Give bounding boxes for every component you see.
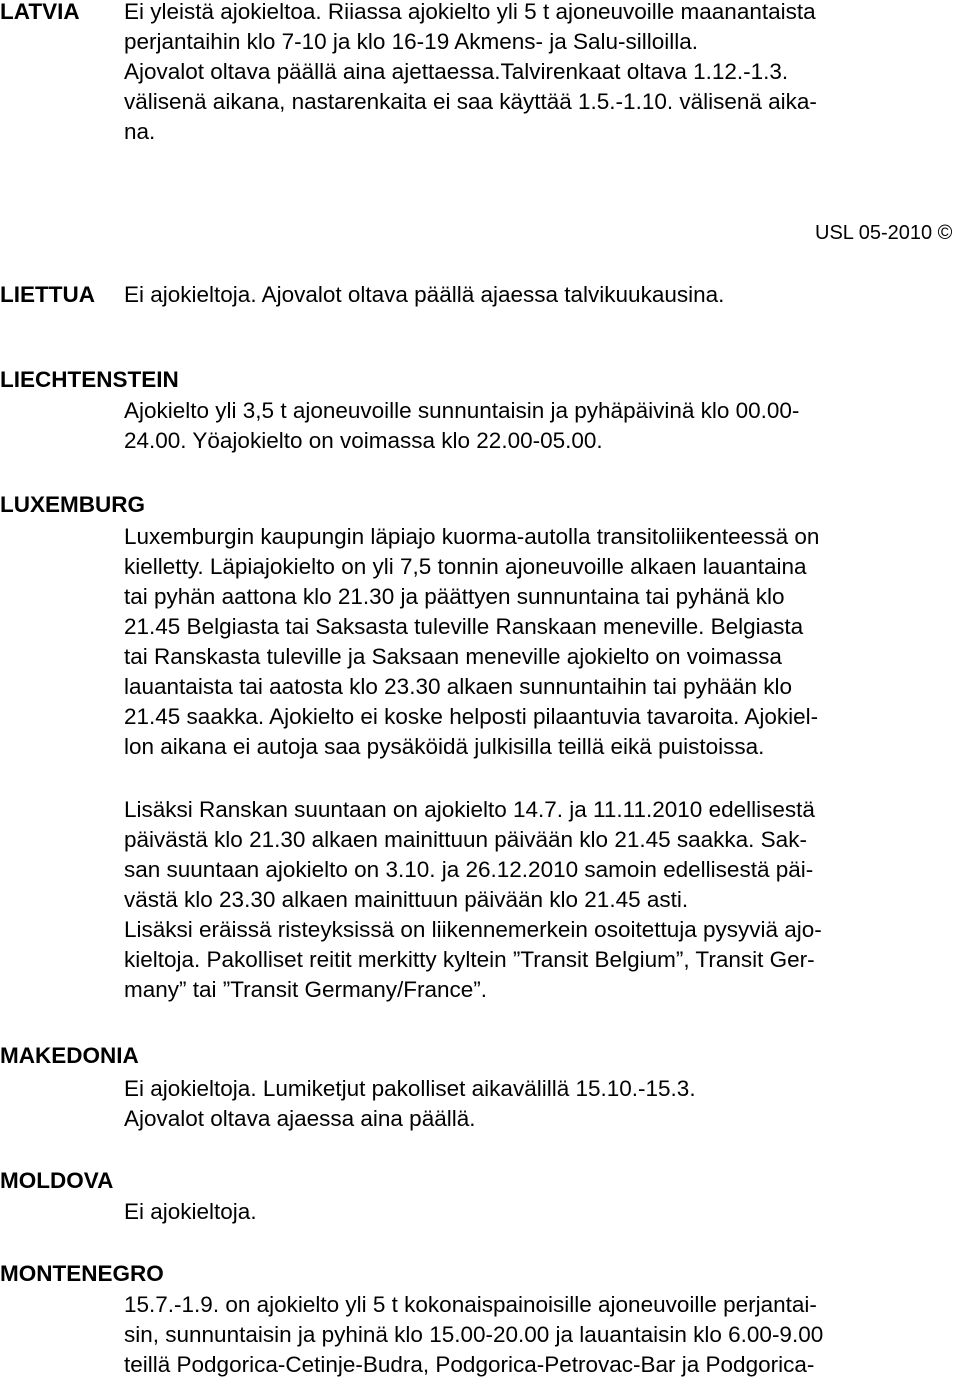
copyright-notice: USL 05-2010 © xyxy=(815,222,953,244)
text-line: päivästä klo 21.30 alkaen mainittuun päivään klo 21.45 saakka. Sak- xyxy=(124,827,807,852)
section-text-luxemburg-para1 xyxy=(124,522,954,762)
text-line: Lisäksi Ranskan suuntaan on ajokielto 14.7. ja 11.11.2010 edellisestä xyxy=(124,797,815,822)
text-line: Ajokielto yli 3,5 t ajoneuvoille sunnuntaisin ja pyhäpäivinä klo 00.00- xyxy=(124,398,800,423)
text-line: kieltoja. Pakolliset reitit merkitty kyltein ”Transit Belgium”, Transit Ger- xyxy=(124,947,815,972)
text-line: Ei ajokieltoja. Lumiketjut pakolliset aikavälillä 15.10.-15.3. xyxy=(124,1076,696,1101)
section-text-luxemburg-para2 xyxy=(124,795,954,1005)
text-line: Ajovalot oltava ajaessa aina päällä. xyxy=(124,1106,476,1131)
section-heading-makedonia: MAKEDONIA xyxy=(0,1043,139,1068)
text-line: many” tai ”Transit Germany/France”. xyxy=(124,977,487,1002)
text-line: Ei yleistä ajokieltoa. Riiassa ajokielto yli 5 t ajoneuvoille maanantaista xyxy=(124,0,816,24)
text-line: kielletty. Läpiajokielto on yli 7,5 tonnin ajoneuvoille alkaen lauantaina xyxy=(124,554,807,579)
text-line: 21.45 saakka. Ajokielto ei koske helposti pilaantuvia tavaroita. Ajokiel- xyxy=(124,704,819,729)
section-text-latvia xyxy=(124,0,954,147)
text-line: Ei ajokieltoja. xyxy=(124,1199,257,1224)
text-line: lauantaista tai aatosta klo 23.30 alkaen sunnuntaihin tai pyhään klo xyxy=(124,674,792,699)
text-line: lon aikana ei autoja saa pysäköidä julkisilla teillä eikä puistoissa. xyxy=(124,734,765,759)
section-heading-luxemburg: LUXEMBURG xyxy=(0,492,145,517)
text-line: Luxemburgin kaupungin läpiajo kuorma-autolla transitoliikenteessä on xyxy=(124,524,820,549)
text-line: Lisäksi eräissä risteyksissä on liikennemerkein osoitettuja pysyviä ajo- xyxy=(124,917,822,942)
text-line: välisenä aikana, nastarenkaita ei saa käyttää 1.5.-1.10. välisenä aika- xyxy=(124,89,817,114)
section-heading-latvia: LATVIA xyxy=(0,0,80,24)
text-line: 24.00. Yöajokielto on voimassa klo 22.00-05.00. xyxy=(124,428,603,453)
section-text-makedonia xyxy=(124,1074,954,1134)
section-heading-moldova: MOLDOVA xyxy=(0,1168,114,1193)
section-text-montenegro xyxy=(124,1290,954,1380)
text-line: tai Ranskasta tuleville ja Saksaan meneville ajokielto on voimassa xyxy=(124,644,782,669)
section-heading-montenegro: MONTENEGRO xyxy=(0,1261,164,1286)
text-line: san suuntaan ajokielto on 3.10. ja 26.12.2010 samoin edellisestä päi- xyxy=(124,857,814,882)
text-line: Ei ajokieltoja. Ajovalot oltava päällä ajaessa talvikuukausina. xyxy=(124,282,725,307)
text-line: västä klo 23.30 alkaen mainittuun päivään klo 21.45 asti. xyxy=(124,887,689,912)
text-line: tai pyhän aattona klo 21.30 ja päättyen sunnuntaina tai pyhänä klo xyxy=(124,584,785,609)
text-line: teillä Podgorica-Cetinje-Budra, Podgorica-Petrovac-Bar ja Podgorica- xyxy=(124,1352,815,1377)
section-heading-liechtenstein: LIECHTENSTEIN xyxy=(0,367,179,392)
text-line: perjantaihin klo 7-10 ja klo 16-19 Akmens- ja Salu-silloilla. xyxy=(124,29,699,54)
text-line: Ajovalot oltava päällä aina ajettaessa.Talvirenkaat oltava 1.12.-1.3. xyxy=(124,59,789,84)
text-line: 15.7.-1.9. on ajokielto yli 5 t kokonaispainoisille ajoneuvoille perjantai- xyxy=(124,1292,817,1317)
section-text-liechtenstein xyxy=(124,396,954,456)
text-line: sin, sunnuntaisin ja pyhinä klo 15.00-20.00 ja lauantaisin klo 6.00-9.00 xyxy=(124,1322,824,1347)
section-text-liettua xyxy=(124,280,954,310)
text-line: na. xyxy=(124,119,156,144)
text-line: 21.45 Belgiasta tai Saksasta tuleville Ranskaan meneville. Belgiasta xyxy=(124,614,804,639)
section-heading-liettua: LIETTUA xyxy=(0,282,95,307)
section-text-moldova xyxy=(124,1197,954,1227)
